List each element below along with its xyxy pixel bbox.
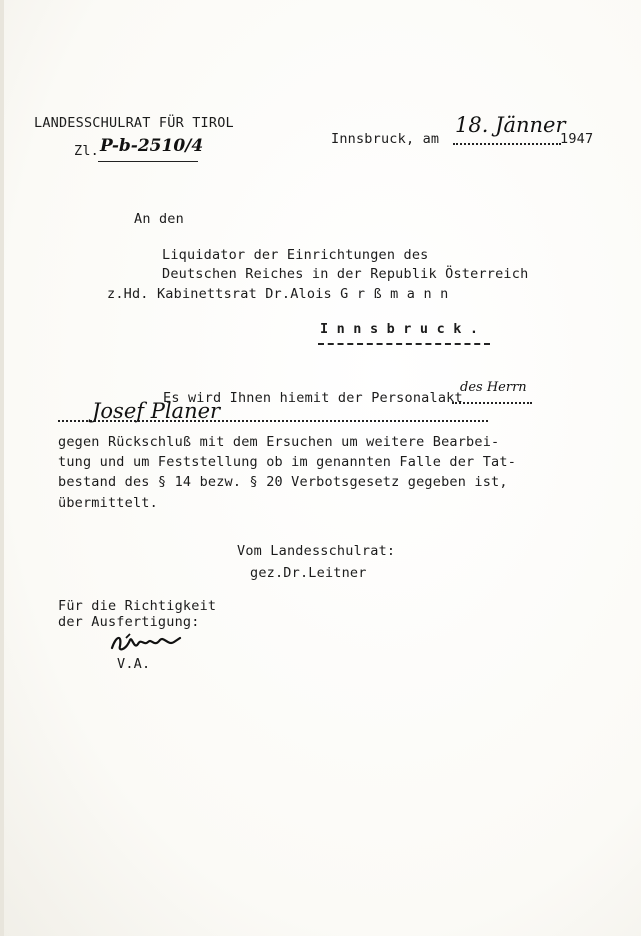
reference-number: P-b-2510/4 bbox=[100, 136, 204, 156]
certification-initials: V.A. bbox=[117, 656, 151, 672]
body-line-4: tung und um Feststellung ob im genannten Falle der Tat- bbox=[58, 454, 517, 470]
handwritten-date: 18. Jänner bbox=[455, 113, 566, 137]
city-underline bbox=[318, 343, 490, 345]
signature-line-1: Vom Landesschulrat: bbox=[237, 543, 396, 559]
salutation: An den bbox=[134, 211, 184, 227]
certification-line-1: Für die Richtigkeit bbox=[58, 598, 217, 614]
recipient-line-3: z.Hd. Kabinettsrat Dr.Alois G r ß m a n n bbox=[107, 286, 449, 302]
recipient-city: I n n s b r u c k . bbox=[320, 321, 479, 337]
recipient-line-1: Liquidator der Einrichtungen des bbox=[162, 247, 429, 263]
signature-line-2: gez.Dr.Leitner bbox=[250, 565, 367, 581]
reference-label: Zl. bbox=[74, 143, 99, 159]
handwritten-signature bbox=[108, 630, 188, 656]
body-line-6: übermittelt. bbox=[58, 495, 158, 511]
handwritten-name: Josef Planer bbox=[92, 399, 221, 423]
authority-heading: LANDESSCHULRAT FÜR TIROL bbox=[34, 115, 234, 131]
certification-line-2: der Ausfertigung: bbox=[58, 614, 200, 630]
date-year: 1947 bbox=[560, 131, 594, 147]
reference-underline bbox=[98, 161, 198, 162]
place-date-prefix: Innsbruck, am bbox=[331, 131, 440, 147]
recipient-line-2: Deutschen Reiches in der Republik Österreich bbox=[162, 266, 529, 282]
body-line-1: Es wird Ihnen hiemit der Personalakt bbox=[163, 390, 463, 406]
body-line-5: bestand des § 14 bezw. § 20 Verbotsgesetz gegeben ist, bbox=[58, 474, 508, 490]
handwritten-title: des Herrn bbox=[460, 380, 527, 395]
date-dotted-line bbox=[453, 143, 561, 145]
body-line-3: gegen Rückschluß mit dem Ersuchen um weitere Bearbei- bbox=[58, 434, 500, 450]
page-edge bbox=[0, 0, 4, 936]
body-dotted-line-1 bbox=[452, 402, 532, 404]
